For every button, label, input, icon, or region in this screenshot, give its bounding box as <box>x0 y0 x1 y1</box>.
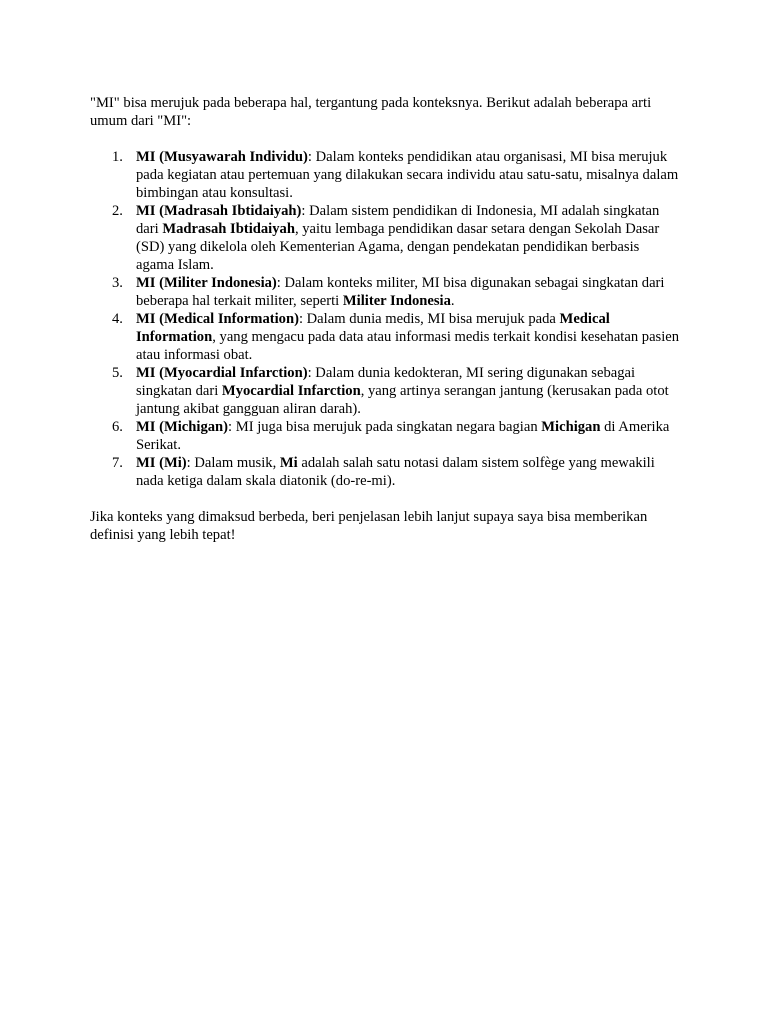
list-item <box>136 310 680 364</box>
item-emphasis: Mi <box>279 455 298 471</box>
item-term: MI (Mi) <box>136 455 187 471</box>
item-text: : Dalam konteks militer, MI bisa digunakan sebagai singkatan dari beberapa hal terkait militer, seperti <box>136 275 665 309</box>
item-text: : Dalam konteks pendidikan atau organisasi, MI bisa merujuk pada kegiatan atau pertemuan yang dilakukan secara individu atau satu-satu, misalnya dalam bimbingan atau konsultasi. <box>136 149 679 201</box>
item-term: MI (Medical Information) <box>136 311 299 327</box>
item-term: MI (Myocardial Infarction) <box>136 365 308 381</box>
item-text: : MI juga bisa merujuk pada singkatan negara bagian <box>228 419 542 435</box>
item-emphasis: Madrasah Ibtidaiyah <box>162 221 295 237</box>
item-text: adalah salah satu notasi dalam sistem solfège yang mewakili nada ketiga dalam skala diatonik (do-re-mi). <box>136 455 655 489</box>
item-text: , yaitu lembaga pendidikan dasar setara dengan Sekolah Dasar (SD) yang dikelola oleh Kementerian Agama, dengan pendekatan pendidikan berbasis agama Islam. <box>136 221 660 273</box>
item-term: MI (Michigan) <box>136 419 229 435</box>
item-emphasis: Militer Indonesia <box>342 293 451 309</box>
closing-paragraph: Jika konteks yang dimaksud berbeda, beri penjelasan lebih lanjut supaya saya bisa memberikan definisi yang lebih tepat! <box>90 509 648 543</box>
item-term: MI (Musyawarah Individu) <box>136 149 308 165</box>
definition-list <box>90 148 680 490</box>
item-text: : Dalam dunia kedokteran, MI sering digunakan sebagai singkatan dari <box>136 365 636 399</box>
item-text: , yang artinya serangan jantung (kerusakan pada otot jantung akibat gangguan aliran darah). <box>136 383 669 417</box>
list-item <box>136 454 680 490</box>
item-term: MI (Madrasah Ibtidaiyah) <box>136 203 302 219</box>
item-text: : Dalam dunia medis, MI bisa merujuk pada <box>298 311 560 327</box>
intro-paragraph: "MI" bisa merujuk pada beberapa hal, tergantung pada konteksnya. Berikut adalah beberapa arti umum dari "MI": <box>90 95 652 129</box>
list-item <box>136 202 680 274</box>
item-emphasis: Medical Information <box>136 311 610 345</box>
item-emphasis: Michigan <box>541 419 601 435</box>
item-text: . <box>450 293 455 309</box>
list-item <box>136 274 680 310</box>
item-text: , yang mengacu pada data atau informasi medis terkait kondisi kesehatan pasien atau informasi obat. <box>136 329 680 363</box>
item-text: : Dalam sistem pendidikan di Indonesia, MI adalah singkatan dari <box>136 203 660 237</box>
item-term: MI (Militer Indonesia) <box>136 275 277 291</box>
item-emphasis: Myocardial Infarction <box>221 383 361 399</box>
item-text: di Amerika Serikat. <box>136 419 670 453</box>
item-text: : Dalam musik, <box>186 455 280 471</box>
list-item <box>136 364 680 418</box>
list-item <box>136 418 680 454</box>
list-item <box>136 148 680 202</box>
